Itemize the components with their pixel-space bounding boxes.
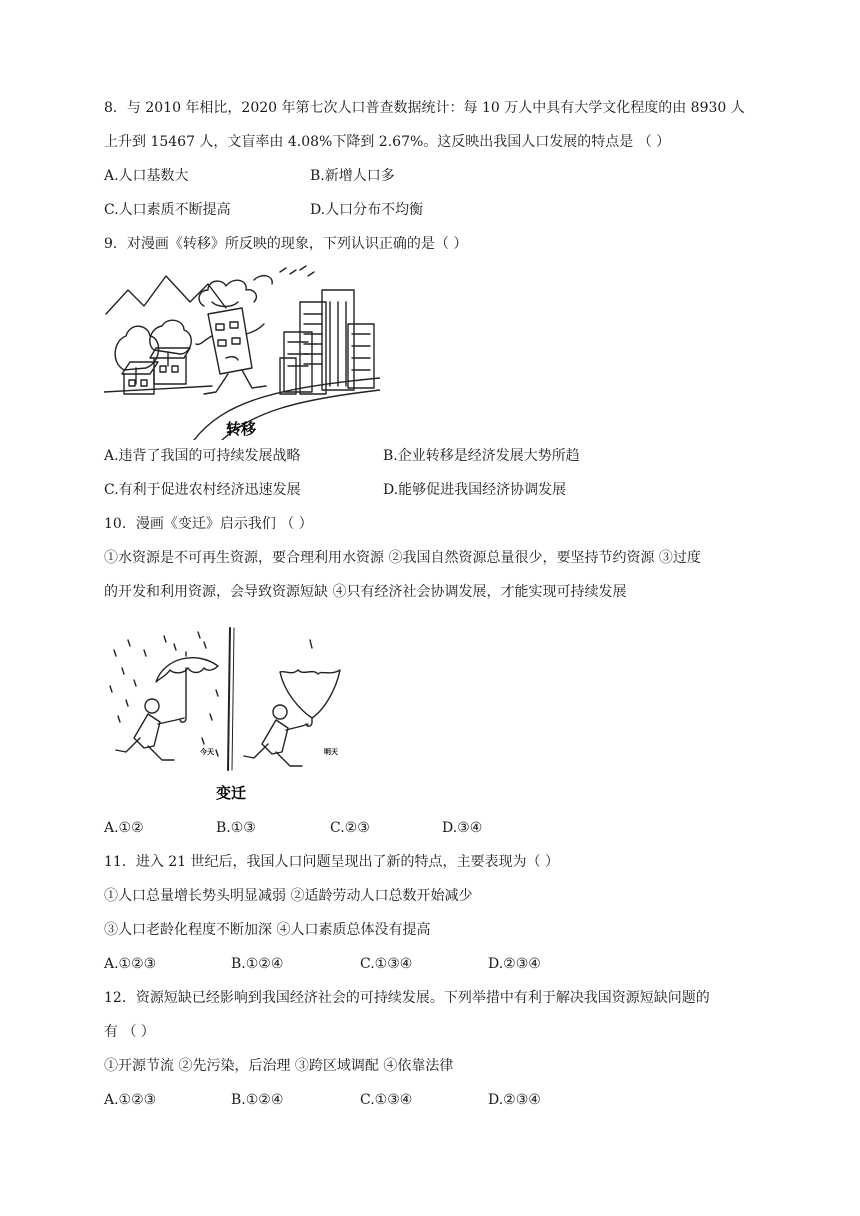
q10-option-b: B.①③ [216,820,256,836]
transfer-caption: 转移 [226,420,257,438]
q10-option-c: C.②③ [330,820,370,836]
q9-stem: 9．对漫画《转移》所反映的现象，下列认识正确的是（ ） [104,236,468,252]
q10-stem: 10．漫画《变迁》启示我们 （ ） [104,516,313,532]
q11-statement-line2: ③人口老龄化程度不断加深 ④人口素质总体没有提高 [104,922,431,938]
today-label: 今天 [200,748,214,756]
change-cartoon [104,620,356,808]
q9-option-d: D.能够促进我国经济协调发展 [383,482,567,498]
q8-option-c: C.人口素质不断提高 [104,202,231,218]
q12-stem-line1: 12．资源短缺已经影响到我国经济社会的可持续发展。下列举措中有利于解决我国资源短缺问题的 [104,990,710,1006]
q10-option-d: D.③④ [442,820,483,836]
q11-option-a: A.①②③ [104,956,157,972]
q9-option-a: A.违背了我国的可持续发展战略 [104,448,301,464]
q12-stem-line2: 有 （ ） [104,1024,155,1040]
q8-option-d: D.人口分布不均衡 [310,202,424,218]
q8-stem-line1: 8．与 2010 年相比，2020 年第七次人口普查数据统计：每 10 万人中具有大学文化程度的由 8930 人 [104,100,745,116]
q8-option-a: A.人口基数大 [104,168,189,184]
q10-statement-line1: ①水资源是不可再生资源，要合理利用水资源 ②我国自然资源总量很少，要坚持节约资源 ③过度 [104,550,701,566]
q9-option-c: C.有利于促进农村经济迅速发展 [104,482,301,498]
q12-option-b: B.①②④ [231,1092,284,1108]
q10-option-a: A.①② [104,820,144,836]
q9-option-b: B.企业转移是经济发展大势所趋 [383,448,580,464]
q8-option-b: B.新增人口多 [310,168,395,184]
q12-option-d: D.②③④ [488,1092,541,1108]
q11-option-d: D.②③④ [488,956,541,972]
q11-option-b: B.①②④ [231,956,284,972]
q12-statement: ①开源节流 ②先污染，后治理 ③跨区域调配 ④依靠法律 [104,1058,454,1074]
q11-option-c: C.①③④ [360,956,413,972]
transfer-cartoon [104,262,380,440]
q12-option-c: C.①③④ [360,1092,413,1108]
q11-stem: 11．进入 21 世纪后，我国人口问题呈现出了新的特点，主要表现为（ ） [104,854,559,870]
q8-stem-line2: 上升到 15467 人，文盲率由 4.08%下降到 2.67%。这反映出我国人口发展的特点是 （ ） [104,134,671,150]
q10-statement-line2: 的开发和利用资源，会导致资源短缺 ④只有经济社会协调发展，才能实现可持续发展 [104,584,627,600]
change-caption: 变迁 [216,784,247,802]
q11-statement-line1: ①人口总量增长势头明显减弱 ②适龄劳动人口总数开始减少 [104,888,473,904]
tomorrow-label: 明天 [324,748,338,756]
q12-option-a: A.①②③ [104,1092,157,1108]
